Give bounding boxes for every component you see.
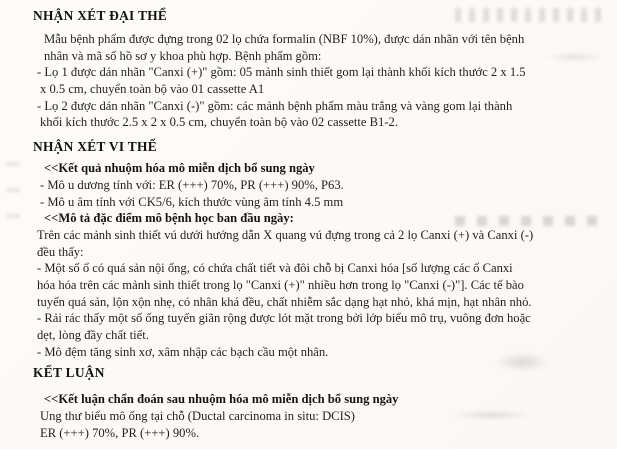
section-body-conclusion (33, 391, 617, 441)
section-body-microscopic (33, 160, 617, 360)
report-line: tuyến quá sản, lộn xộn nhẹ, có nhân khá đều, chất nhiễm sắc dạng hạt nhỏ, khá mịn, hạt nhân nhỏ. (37, 294, 532, 309)
report-line: Mẫu bệnh phẩm được đựng trong 02 lọ chứa formalin (NBF 10%), được dán nhãn với tên bệnh (44, 32, 525, 46)
report-line: dẹt, lòng đầy chất tiết. (37, 328, 149, 342)
report-line: - Lọ 1 được dán nhãn "Canxi (+)" gồm: 05 mảnh sinh thiết gom lại thành khối kích thước 2 x 1.5 (37, 65, 526, 80)
section-gross-examination (33, 7, 617, 131)
report-line: - Rải rác thấy một số ống tuyến giãn rộng được lót mặt trong bởi lớp biểu mô trụ, vuông đơn hoặc (37, 311, 531, 326)
report-line: khối kích thước 2.5 x 2 x 0.5 cm, chuyển toàn bộ vào 02 cassette B1-2. (40, 115, 398, 130)
scan-artifact (6, 162, 20, 222)
section-conclusion (33, 364, 617, 441)
section-microscopic-examination (33, 138, 617, 360)
section-heading-microscopic: NHẬN XÉT VI THỂ (33, 139, 157, 155)
report-line: x 0.5 cm, chuyển toàn bộ vào 01 cassette A1 (40, 82, 265, 97)
report-line: đều thấy: (37, 244, 84, 259)
section-heading-gross: NHẬN XÉT ĐẠI THỂ (33, 8, 168, 23)
report-line: Trên các mảnh sinh thiết vú dưới hướng dẫn X quang vú đựng trong cả 2 lọ Canxi (+) và Canxi (-) (37, 227, 534, 242)
section-body-gross (33, 31, 617, 131)
report-line: hóa hóa trên các mảnh sinh thiết trong lọ "Canxi (+)" nhiều hơn trong lọ "Canxi (-)"]. Các tế bào (37, 277, 524, 292)
report-line: - Mô đệm tăng sinh xơ, xâm nhập các bạch cầu một nhân. (37, 344, 329, 359)
section-heading-conclusion: KẾT LUẬN (33, 365, 105, 381)
report-line: <<Mô tả đặc điểm mô bệnh học ban đầu ngày: (44, 211, 294, 226)
report-line: <<Kết luận chẩn đoán sau nhuộm hóa mô miễn dịch bổ sung ngày (44, 392, 399, 407)
report-line: - Lọ 2 được dán nhãn "Canxi (-)" gồm: các mảnh bệnh phẩm màu trắng và vàng gom lại thành (37, 98, 513, 113)
report-line: <<Kết quả nhuộm hóa mô miễn dịch bổ sung ngày (44, 161, 315, 176)
report-line: Ung thư biểu mô ống tại chỗ (Ductal carcinoma in situ: DCIS) (40, 409, 355, 424)
report-line: ER (+++) 70%, PR (+++) 90%. (40, 425, 200, 440)
report-line: - Một số ổ có quá sản nội ống, có chứa chất tiết và đôi chỗ bị Canxi hóa [số lượng các ổ Canxi (37, 261, 513, 276)
report-line: - Mô u dương tính với: ER (+++) 70%, PR (+++) 90%, P63. (40, 177, 344, 192)
report-line: nhân và mã số hồ sơ y khoa phù hợp. Bệnh phẩm gồm: (44, 48, 322, 63)
report-line: - Mô u âm tính với CK5/6, kích thước vùng âm tính 4.5 mm (40, 194, 344, 209)
